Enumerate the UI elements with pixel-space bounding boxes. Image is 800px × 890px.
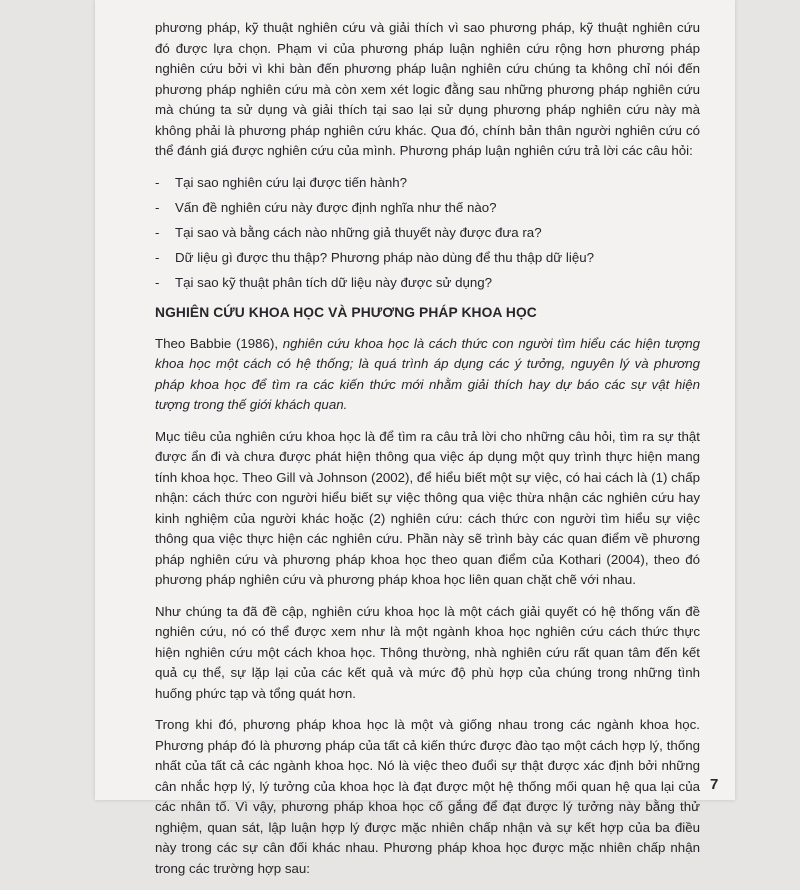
- page-number: 7: [710, 776, 719, 793]
- babbie-definition: nghiên cứu khoa học là cách thức con người tìm hiểu các hiện tượng khoa học một cách có hệ thống; là quá trình áp dụng các ý tưởng, nguyên lý và phương pháp khoa học để tìm ra các kiến thức mới nhằm giải thích hay dự báo các sự vật hiện tượng trong thế giới khách quan.: [155, 335, 700, 412]
- babbie-lead: Theo Babbie (1986),: [155, 335, 283, 351]
- intro-paragraph: phương pháp, kỹ thuật nghiên cứu và giải thích vì sao phương pháp, kỹ thuật nghiên cứu đó được lựa chọn. Phạm vi của phương pháp luận nghiên cứu rộng hơn phương pháp nghiên cứu bởi vì khi bàn đến phương pháp luận nghiên cứu chúng ta không chỉ nói đến phương pháp nghiên cứu mà còn xem xét logic đằng sau những phương pháp nghiên cứu mà chúng ta sử dụng và giải thích tại sao lại sử dụng phương pháp nghiên cứu này mà không phải là phương pháp nghiên cứu khác. Qua đó, chính bản thân người nghiên cứu có thể đánh giá được nghiên cứu của mình. Phương pháp luận nghiên cứu trả lời các câu hỏi:: [155, 20, 700, 158]
- bullet-dash: -: [155, 274, 160, 290]
- question-text: Tại sao kỹ thuật phân tích dữ liệu này được sử dụng?: [175, 274, 493, 290]
- bullet-dash: -: [155, 174, 160, 190]
- body-paragraph: Mục tiêu của nghiên cứu khoa học là để tìm ra câu trả lời cho những câu hỏi, tìm ra sự thật được ẩn đi và chưa được phát hiện thông qua việc áp dụng một quy trình thực hiện mang tính khoa học. Theo Gill và Johnson (2002), để hiểu biết một sự việc, có hai cách là (1) chấp nhận: cách thức con người hiểu biết sự việc thông qua việc thừa nhận các nghiên cứu hay kinh nghiệm của người khác hoặc (2) nghiên cứu: cách thức con người tìm hiểu sự việc thông qua việc thực hiện các nghiên cứu. Phần này sẽ trình bày các quan điểm về phương pháp nghiên cứu và phương pháp khoa học theo quan điểm của Kothari (2004), theo đó phương pháp nghiên cứu và phương pháp khoa học liên quan chặt chẽ với nhau.: [155, 428, 700, 587]
- question-text: Dữ liệu gì được thu thập? Phương pháp nào dùng để thu thập dữ liệu?: [175, 249, 595, 265]
- question-text: Tại sao nghiên cứu lại được tiến hành?: [175, 174, 408, 190]
- list-item: [155, 273, 700, 294]
- body-paragraph: Như chúng ta đã đề cập, nghiên cứu khoa học là một cách giải quyết có hệ thống vấn đề nghiên cứu, nó có thể được xem như là một ngành khoa học nghiên cứu cách thức thực hiện nghiên cứu một cách khoa học. Thông thường, nhà nghiên cứu rất quan tâm đến kết quả cụ thể, sự lặp lại của các kết quả và mức độ phù hợp của chúng trong những tình huống phức tạp và tổng quát hơn.: [155, 603, 700, 701]
- bullet-dash: -: [155, 199, 160, 215]
- babbie-paragraph: [155, 334, 700, 416]
- question-list: [155, 173, 700, 294]
- list-item: [155, 248, 700, 269]
- page-content: [155, 18, 700, 890]
- bullet-dash: -: [155, 249, 160, 265]
- list-item: [155, 173, 700, 194]
- section-heading: NGHIÊN CỨU KHOA HỌC VÀ PHƯƠNG PHÁP KHOA HỌC: [155, 305, 537, 320]
- question-text: Tại sao và bằng cách nào những giả thuyết này được đưa ra?: [175, 224, 542, 240]
- bullet-dash: -: [155, 224, 160, 240]
- body-paragraph: Trong khi đó, phương pháp khoa học là một và giống nhau trong các ngành khoa học. Phương pháp đó là phương pháp của tất cả kiến thức được đào tạo một cách hợp lý, thống nhất của tất cả các ngành khoa học. Nó là việc theo đuổi sự thật được xác định bởi những cân nhắc hợp lý, lý tưởng của khoa học là đạt được một hệ thống mối quan hệ qua lại của các nhân tố. Vì vậy, phương pháp khoa học cố gắng để đạt được lý tưởng này bằng thử nghiệm, quan sát, lập luận hợp lý được mặc nhiên chấp nhận và sự kết hợp của ba điều này trong các sự cân đối khác nhau. Phương pháp khoa học được mặc nhiên chấp nhận trong các trường hợp sau:: [155, 717, 700, 876]
- question-text: Vấn đề nghiên cứu này được định nghĩa như thế nào?: [175, 199, 497, 215]
- book-page: [95, 0, 735, 876]
- list-item: [155, 198, 700, 219]
- list-item: [155, 223, 700, 244]
